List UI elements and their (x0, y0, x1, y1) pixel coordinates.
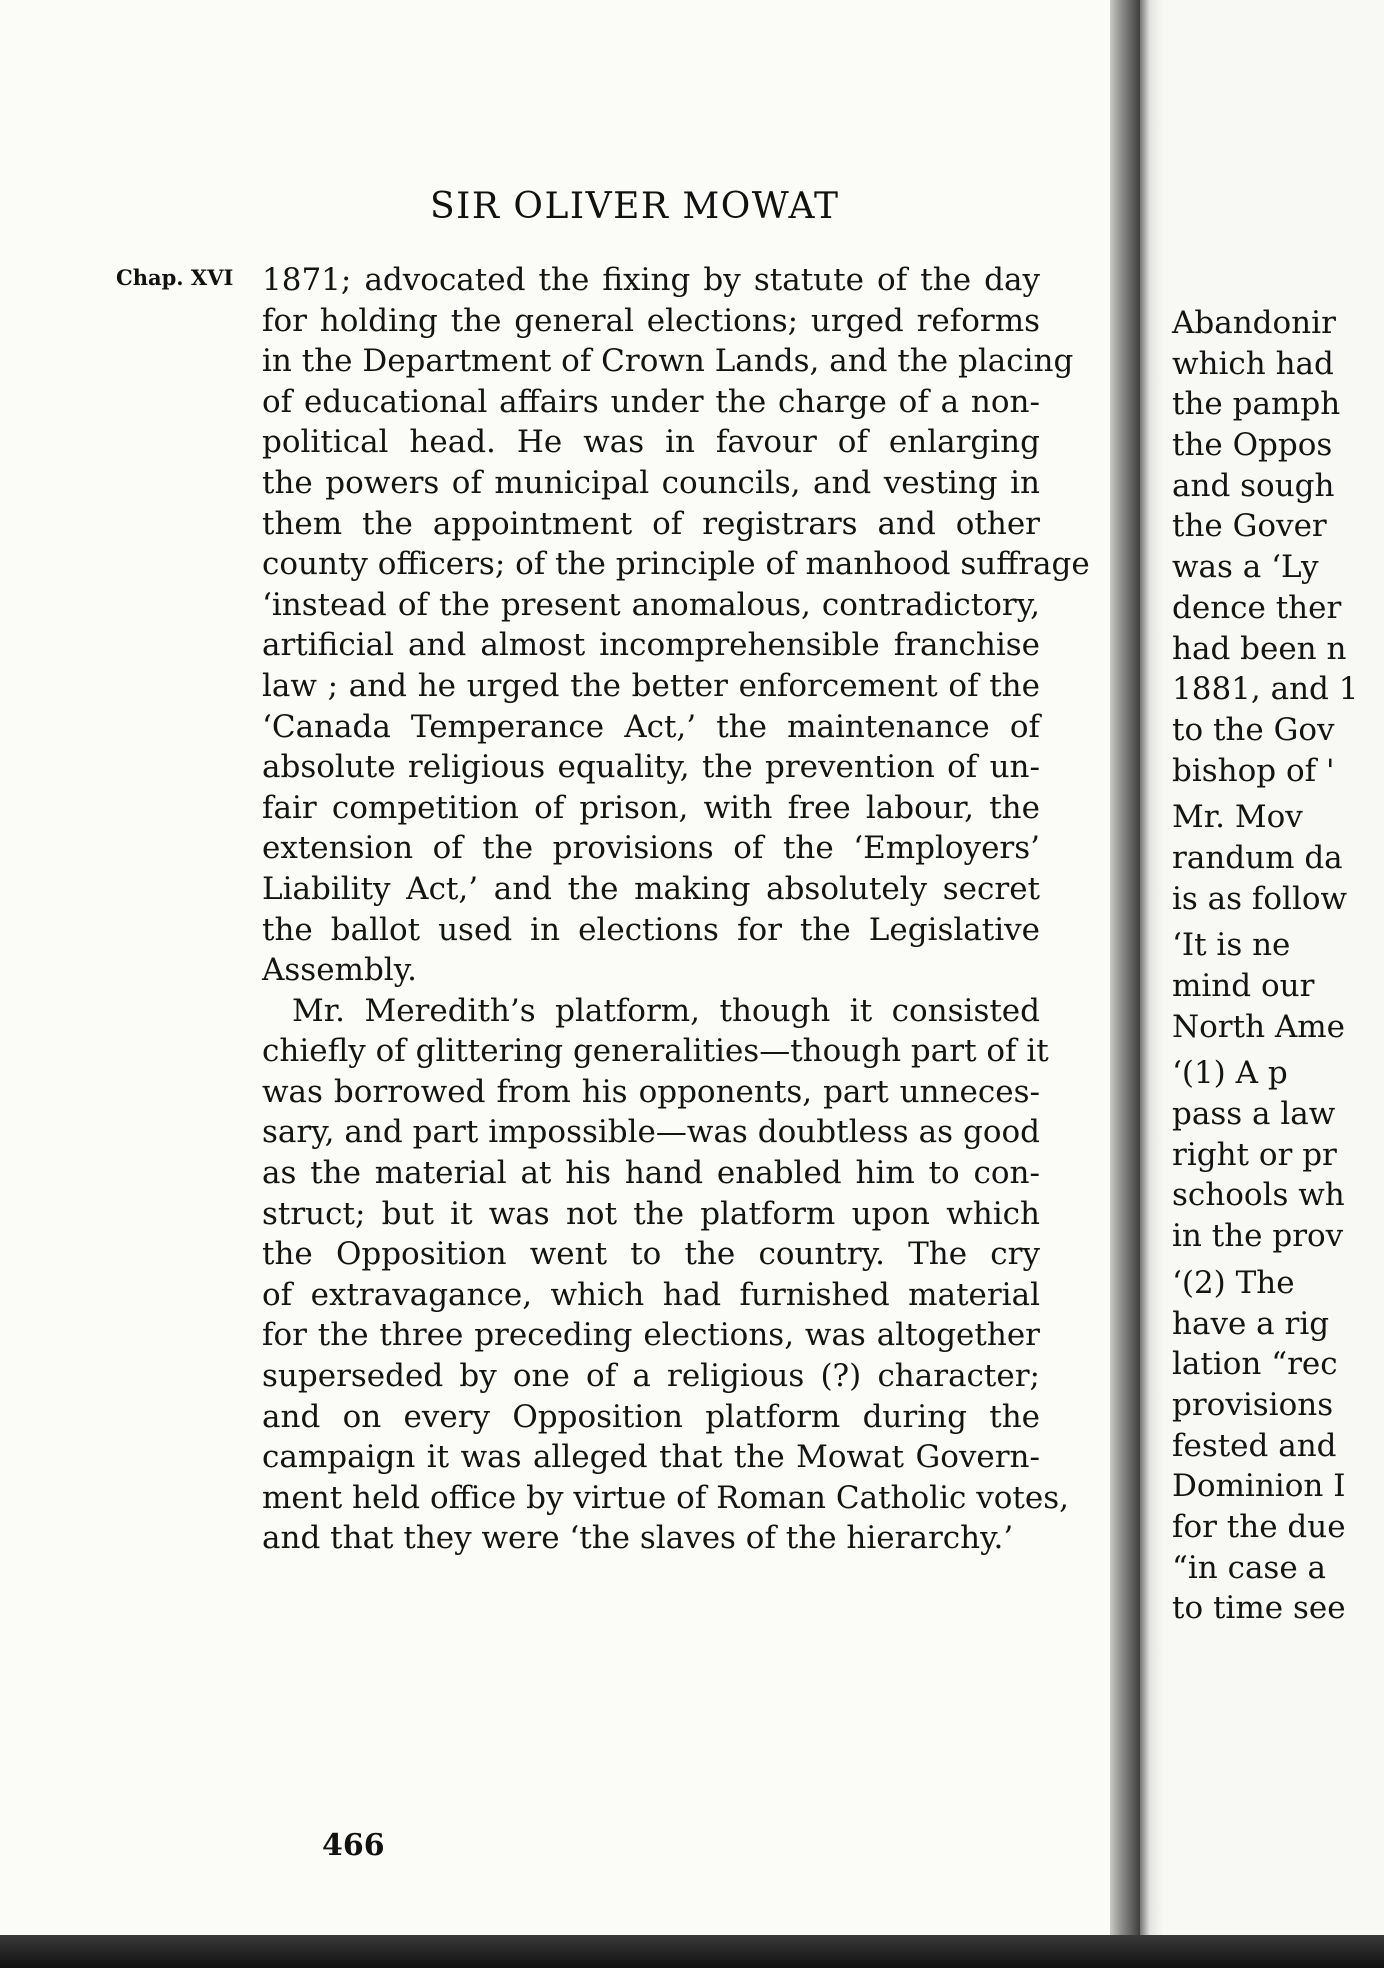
right-text-line: North Ame (1172, 1008, 1346, 1045)
right-text-line: fested and (1172, 1427, 1337, 1464)
text-line: in the Department of Crown Lands, and the placing (262, 343, 1074, 380)
right-text-line: pass a law (1172, 1096, 1336, 1133)
right-text-line: right or pr (1172, 1136, 1337, 1173)
right-text-line: the Oppos (1172, 427, 1333, 464)
text-line: campaign it was alleged that the Mowat Govern- (262, 1439, 1040, 1476)
text-line: Assembly. (262, 952, 417, 989)
right-text-line: the pamph (1172, 386, 1341, 423)
text-line: the powers of municipal councils, and vesting in (262, 464, 1040, 501)
text-line: them the appointment of registrars and other (262, 505, 1040, 542)
text-line: of educational affairs under the charge of a non- (262, 383, 1040, 420)
right-text-line: and sough (1172, 467, 1335, 504)
text-line: and that they were ‘the slaves of the hierarchy.’ (262, 1520, 1014, 1557)
text-line: was borrowed from his opponents, part unneces- (262, 1073, 1040, 1110)
right-text-line: Mr. Mov (1172, 799, 1303, 836)
right-text-line: which had (1172, 345, 1334, 382)
text-line: artificial and almost incomprehensible franchise (262, 627, 1040, 664)
text-line: 1871; advocated the fixing by statute of the day (262, 262, 1040, 298)
right-text-line: Dominion I (1172, 1468, 1346, 1505)
text-line: of extravagance, which had furnished material (262, 1276, 1040, 1313)
text-line: Mr. Meredith’s platform, though it consisted (292, 992, 1040, 1029)
text-line: for holding the general elections; urged reforms (262, 302, 1040, 339)
right-text-line: Abandonir (1172, 305, 1336, 341)
right-text-line: have a rig (1172, 1305, 1330, 1342)
text-line: and on every Opposition platform during the (262, 1398, 1040, 1435)
right-text-line: ‘It is ne (1172, 927, 1291, 964)
text-line: sary, and part impossible—was doubtless as good (262, 1114, 1040, 1151)
right-text-line: lation “rec (1172, 1346, 1338, 1383)
right-text-line: in the prov (1172, 1218, 1344, 1255)
text-line: ‘Canada Temperance Act,’ the maintenance of (262, 708, 1040, 745)
right-text-line: dence ther (1172, 589, 1342, 626)
right-text-line: provisions (1172, 1386, 1334, 1423)
text-line: extension of the provisions of the ‘Employers’ (262, 830, 1040, 867)
right-text-line: schools wh (1172, 1177, 1345, 1214)
right-text-line: 1881, and 1 (1172, 671, 1359, 708)
right-text-line: is as follow (1172, 880, 1348, 917)
text-line: county officers; of the principle of manhood suffrage (262, 546, 1090, 583)
text-line: as the material at his hand enabled him to con- (262, 1155, 1040, 1192)
right-text-line: to time see (1172, 1590, 1346, 1627)
right-text-line: ‘(1) A p (1172, 1055, 1288, 1092)
chapter-label: Chap. XVI (116, 265, 234, 290)
text-line: political head. He was in favour of enlarging (262, 424, 1040, 461)
right-text-line: mind our (1172, 968, 1315, 1004)
text-line: law ; and he urged the better enforcement of the (262, 667, 1040, 704)
text-line: the ballot used in elections for the Legislative (262, 911, 1040, 948)
text-line: fair competition of prison, with free labour, the (262, 789, 1040, 826)
scan-bottom-edge (0, 1935, 1384, 1968)
text-line: for the three preceding elections, was altogether (262, 1317, 1040, 1354)
right-text-line: “in case a (1172, 1549, 1327, 1586)
text-line: absolute religious equality, the prevention of un- (262, 749, 1040, 786)
page-number: 466 (322, 1828, 385, 1863)
text-line: superseded by one of a religious (?) character; (262, 1358, 1040, 1395)
text-line: chiefly of glittering generalities—though part of it (262, 1033, 1049, 1070)
body-text (262, 260, 1090, 1559)
right-text-line: was a ‘Ly (1172, 549, 1319, 586)
text-line: ment held office by virtue of Roman Catholic votes, (262, 1479, 1069, 1516)
right-text-line: had been n (1172, 630, 1347, 667)
running-head: SIR OLIVER MOWAT (430, 186, 840, 227)
right-text-line: for the due (1172, 1508, 1346, 1545)
right-text-line: ‘(2) The (1172, 1264, 1295, 1301)
right-page-text (1172, 303, 1358, 1629)
right-text-line: the Gover (1172, 508, 1327, 545)
text-line: Liability Act,’ and the making absolutely secret (262, 870, 1040, 907)
text-line: ‘instead of the present anomalous, contradictory, (262, 586, 1040, 623)
right-text-line: to the Gov (1172, 711, 1335, 748)
right-text-line: bishop of ' (1172, 752, 1335, 789)
text-line: struct; but it was not the platform upon which (262, 1195, 1040, 1232)
text-line: the Opposition went to the country. The cry (262, 1236, 1040, 1273)
right-text-line: randum da (1172, 839, 1343, 876)
book-gutter (1110, 0, 1140, 1968)
